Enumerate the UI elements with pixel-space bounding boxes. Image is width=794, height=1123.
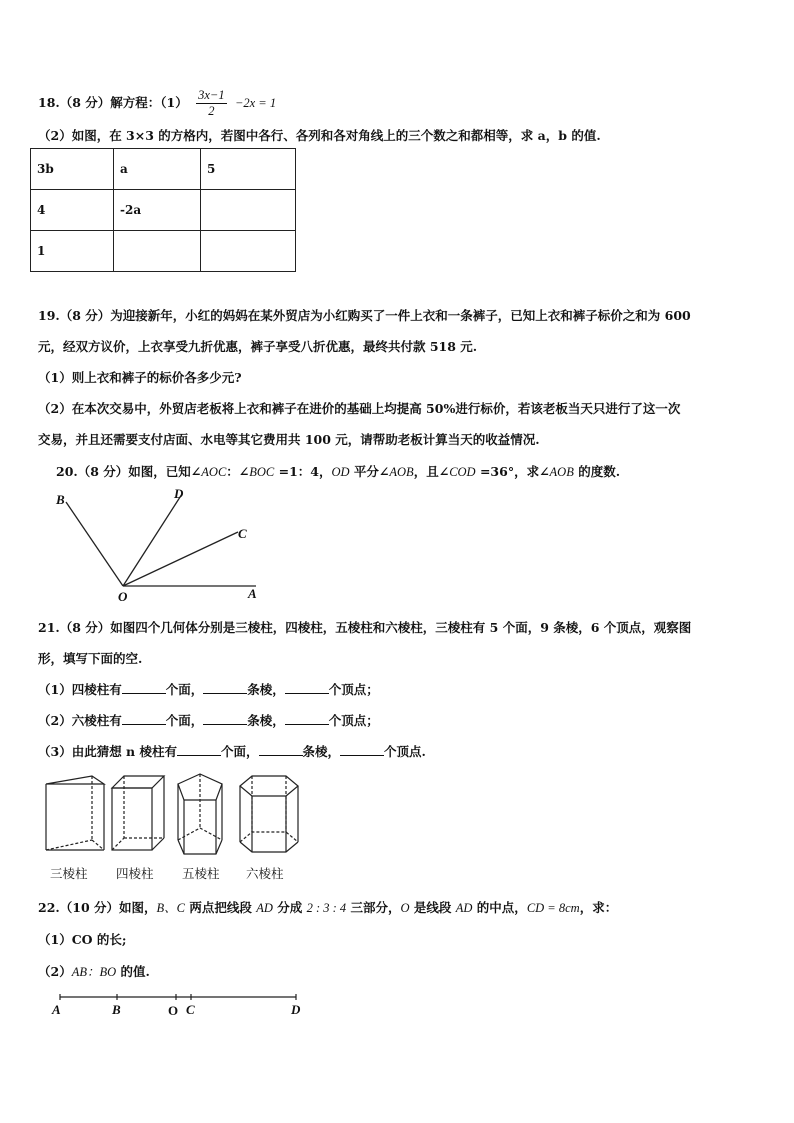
q21-part-label: （3）由此猜想 n 棱柱有	[38, 744, 177, 759]
grid-cell: 5	[201, 149, 296, 190]
q20-angle-aoc: AOC	[201, 465, 227, 479]
ray-ob	[66, 502, 123, 586]
q18-frac-numerator: 3x−1	[198, 88, 225, 102]
q20-text	[56, 462, 620, 480]
point-label-a: A	[248, 586, 257, 601]
hexagonal-prism-shape	[240, 776, 298, 852]
q20-angle-boc: BOC	[249, 465, 275, 479]
q21-part2	[38, 711, 379, 729]
triangular-prism-shape	[46, 776, 104, 850]
answer-blank[interactable]	[285, 712, 329, 725]
point-label-d: D	[174, 488, 184, 501]
grid-cell: -2a	[114, 190, 201, 231]
prism-caption: 六棱柱	[246, 866, 284, 881]
q21-faces-text: 个面，	[221, 744, 259, 759]
answer-blank[interactable]	[203, 712, 247, 725]
q22-segment-ad: AD	[455, 901, 473, 915]
q21-part-label: （1）四棱柱有	[38, 682, 122, 697]
q19-line1: 19.（8 分）为迎接新年，小红的妈妈在某外贸店为小红购买了一件上衣和一条裤子，已知上衣和裤子标价之和为 600	[38, 308, 691, 323]
q21-edges-text: 条棱，	[247, 713, 285, 728]
q22-text-part: 三部分，	[346, 900, 401, 915]
answer-blank[interactable]	[285, 681, 329, 694]
q22-segment-ad: AD	[256, 901, 273, 915]
q22-text-part: 22.（10 分）如图，	[38, 900, 157, 915]
q21-faces-text: 个面，	[165, 713, 204, 728]
q21-line1: 21.（8 分）如图四个几何体分别是三棱柱，四棱柱，五棱柱和六棱柱，三棱柱有 5 个面，9 条棱，6 个顶点，观察图	[38, 620, 692, 635]
q21-edges-text: 条棱，	[302, 744, 341, 759]
q19-line3: （1）则上衣和裤子的标价各多少元?	[38, 370, 242, 385]
prism-caption: 四棱柱	[116, 866, 154, 881]
answer-blank[interactable]	[122, 712, 166, 725]
q22-text-part: ，求：	[579, 900, 618, 915]
point-label-o: O	[168, 1003, 179, 1018]
q22-text-part: 两点把线段	[184, 900, 257, 915]
point-label-a: A	[52, 1002, 61, 1017]
q21-vertices-text: 个顶点；	[328, 682, 379, 697]
prisms-figure	[40, 770, 310, 860]
q19-line5: 交易，并且还需要支付店面、水电等其它费用共 100 元，请帮助老板计算当天的收益情况.	[38, 432, 540, 447]
point-label-c: C	[186, 1002, 195, 1017]
q21-vertices-text: 个顶点.	[384, 744, 426, 759]
q18-title: 18.（8 分）解方程：（1）	[38, 95, 188, 110]
answer-blank[interactable]	[203, 681, 247, 694]
q22-ratio: 2 : 3 : 4	[306, 901, 347, 915]
q22-point-o: O	[400, 901, 410, 915]
point-label-b: B	[112, 1002, 121, 1017]
q20-text-part: ，且∠	[413, 464, 450, 479]
q21-part3	[38, 742, 426, 760]
q20-text-part: =36°，求∠	[475, 464, 550, 479]
grid-cell: 3b	[31, 149, 114, 190]
point-label-o: O	[118, 589, 128, 604]
q21-vertices-text: 个顶点；	[328, 713, 379, 728]
grid-cell	[114, 231, 201, 272]
q18-fraction	[196, 88, 226, 119]
q20-text-part: 的度数.	[573, 464, 621, 479]
grid-row	[31, 231, 296, 272]
q18-heading	[38, 88, 276, 119]
q22-text	[38, 898, 617, 916]
q20-text-part: 20.（8 分）如图，已知∠	[56, 464, 202, 479]
answer-blank[interactable]	[122, 681, 166, 694]
answer-blank[interactable]	[340, 743, 384, 756]
point-label-c: C	[238, 526, 247, 541]
q22-cd-length: CD = 8cm	[526, 901, 580, 915]
grid-row	[31, 190, 296, 231]
angle-diagram	[50, 488, 270, 608]
grid-cell: 4	[31, 190, 114, 231]
prism-caption: 五棱柱	[182, 866, 220, 881]
q22-part2	[38, 962, 150, 980]
pentagonal-prism-shape	[178, 774, 222, 854]
q21-faces-text: 个面，	[165, 682, 204, 697]
q20-ray-od: OD	[331, 465, 350, 479]
answer-blank[interactable]	[259, 743, 303, 756]
q20-text-part: =1：4，	[274, 464, 332, 479]
q22-part-label: （2）	[38, 964, 72, 979]
q18-frac-denominator: 2	[208, 104, 215, 118]
segment-diagram	[46, 990, 316, 1024]
q22-text-part: 的中点，	[472, 900, 527, 915]
q22-text-part: 分成	[272, 900, 307, 915]
q20-text-part: 平分∠	[349, 464, 390, 479]
q21-part-label: （2）六棱柱有	[38, 713, 122, 728]
grid-cell	[201, 190, 296, 231]
q21-edges-text: 条棱，	[247, 682, 285, 697]
q19-line2: 元，经双方议价，上衣享受九折优惠，裤子享受八折优惠，最终共付款 518 元.	[38, 339, 478, 354]
q19-line4: （2）在本次交易中，外贸店老板将上衣和裤子在进价的基础上均提高 50%进行标价，若该老板当天只进行了这一次	[38, 401, 681, 416]
q20-text-part: ：∠	[226, 464, 250, 479]
answer-blank[interactable]	[177, 743, 221, 756]
q22-ratio-expr: AB：BO	[71, 965, 117, 979]
q20-angle-aob: AOB	[549, 465, 574, 479]
q21-line2: 形，填写下面的空.	[38, 651, 143, 666]
grid-row	[31, 149, 296, 190]
point-label-d: D	[291, 1002, 301, 1017]
q22-text-part: 的值.	[116, 964, 150, 979]
grid-cell: 1	[31, 231, 114, 272]
grid-cell	[201, 231, 296, 272]
q20-angle-aob: AOB	[389, 465, 414, 479]
q18-part2: （2）如图，在 3×3 的方格内，若图中各行、各列和各对角线上的三个数之和都相等，求 a，b 的值.	[38, 128, 601, 143]
q21-part1	[38, 680, 379, 698]
q22-text-part: 是线段	[409, 900, 456, 915]
quadrangular-prism-shape	[112, 776, 164, 850]
magic-square-grid	[30, 148, 296, 272]
grid-cell: a	[114, 149, 201, 190]
q20-angle-cod: COD	[449, 465, 476, 479]
q22-part1: （1）CO 的长;	[38, 932, 127, 947]
point-label-b: B	[56, 492, 65, 507]
q18-equation-rest: −2x = 1	[234, 96, 277, 110]
prism-caption: 三棱柱	[50, 866, 88, 881]
q22-points-bc: B、C	[156, 901, 185, 915]
